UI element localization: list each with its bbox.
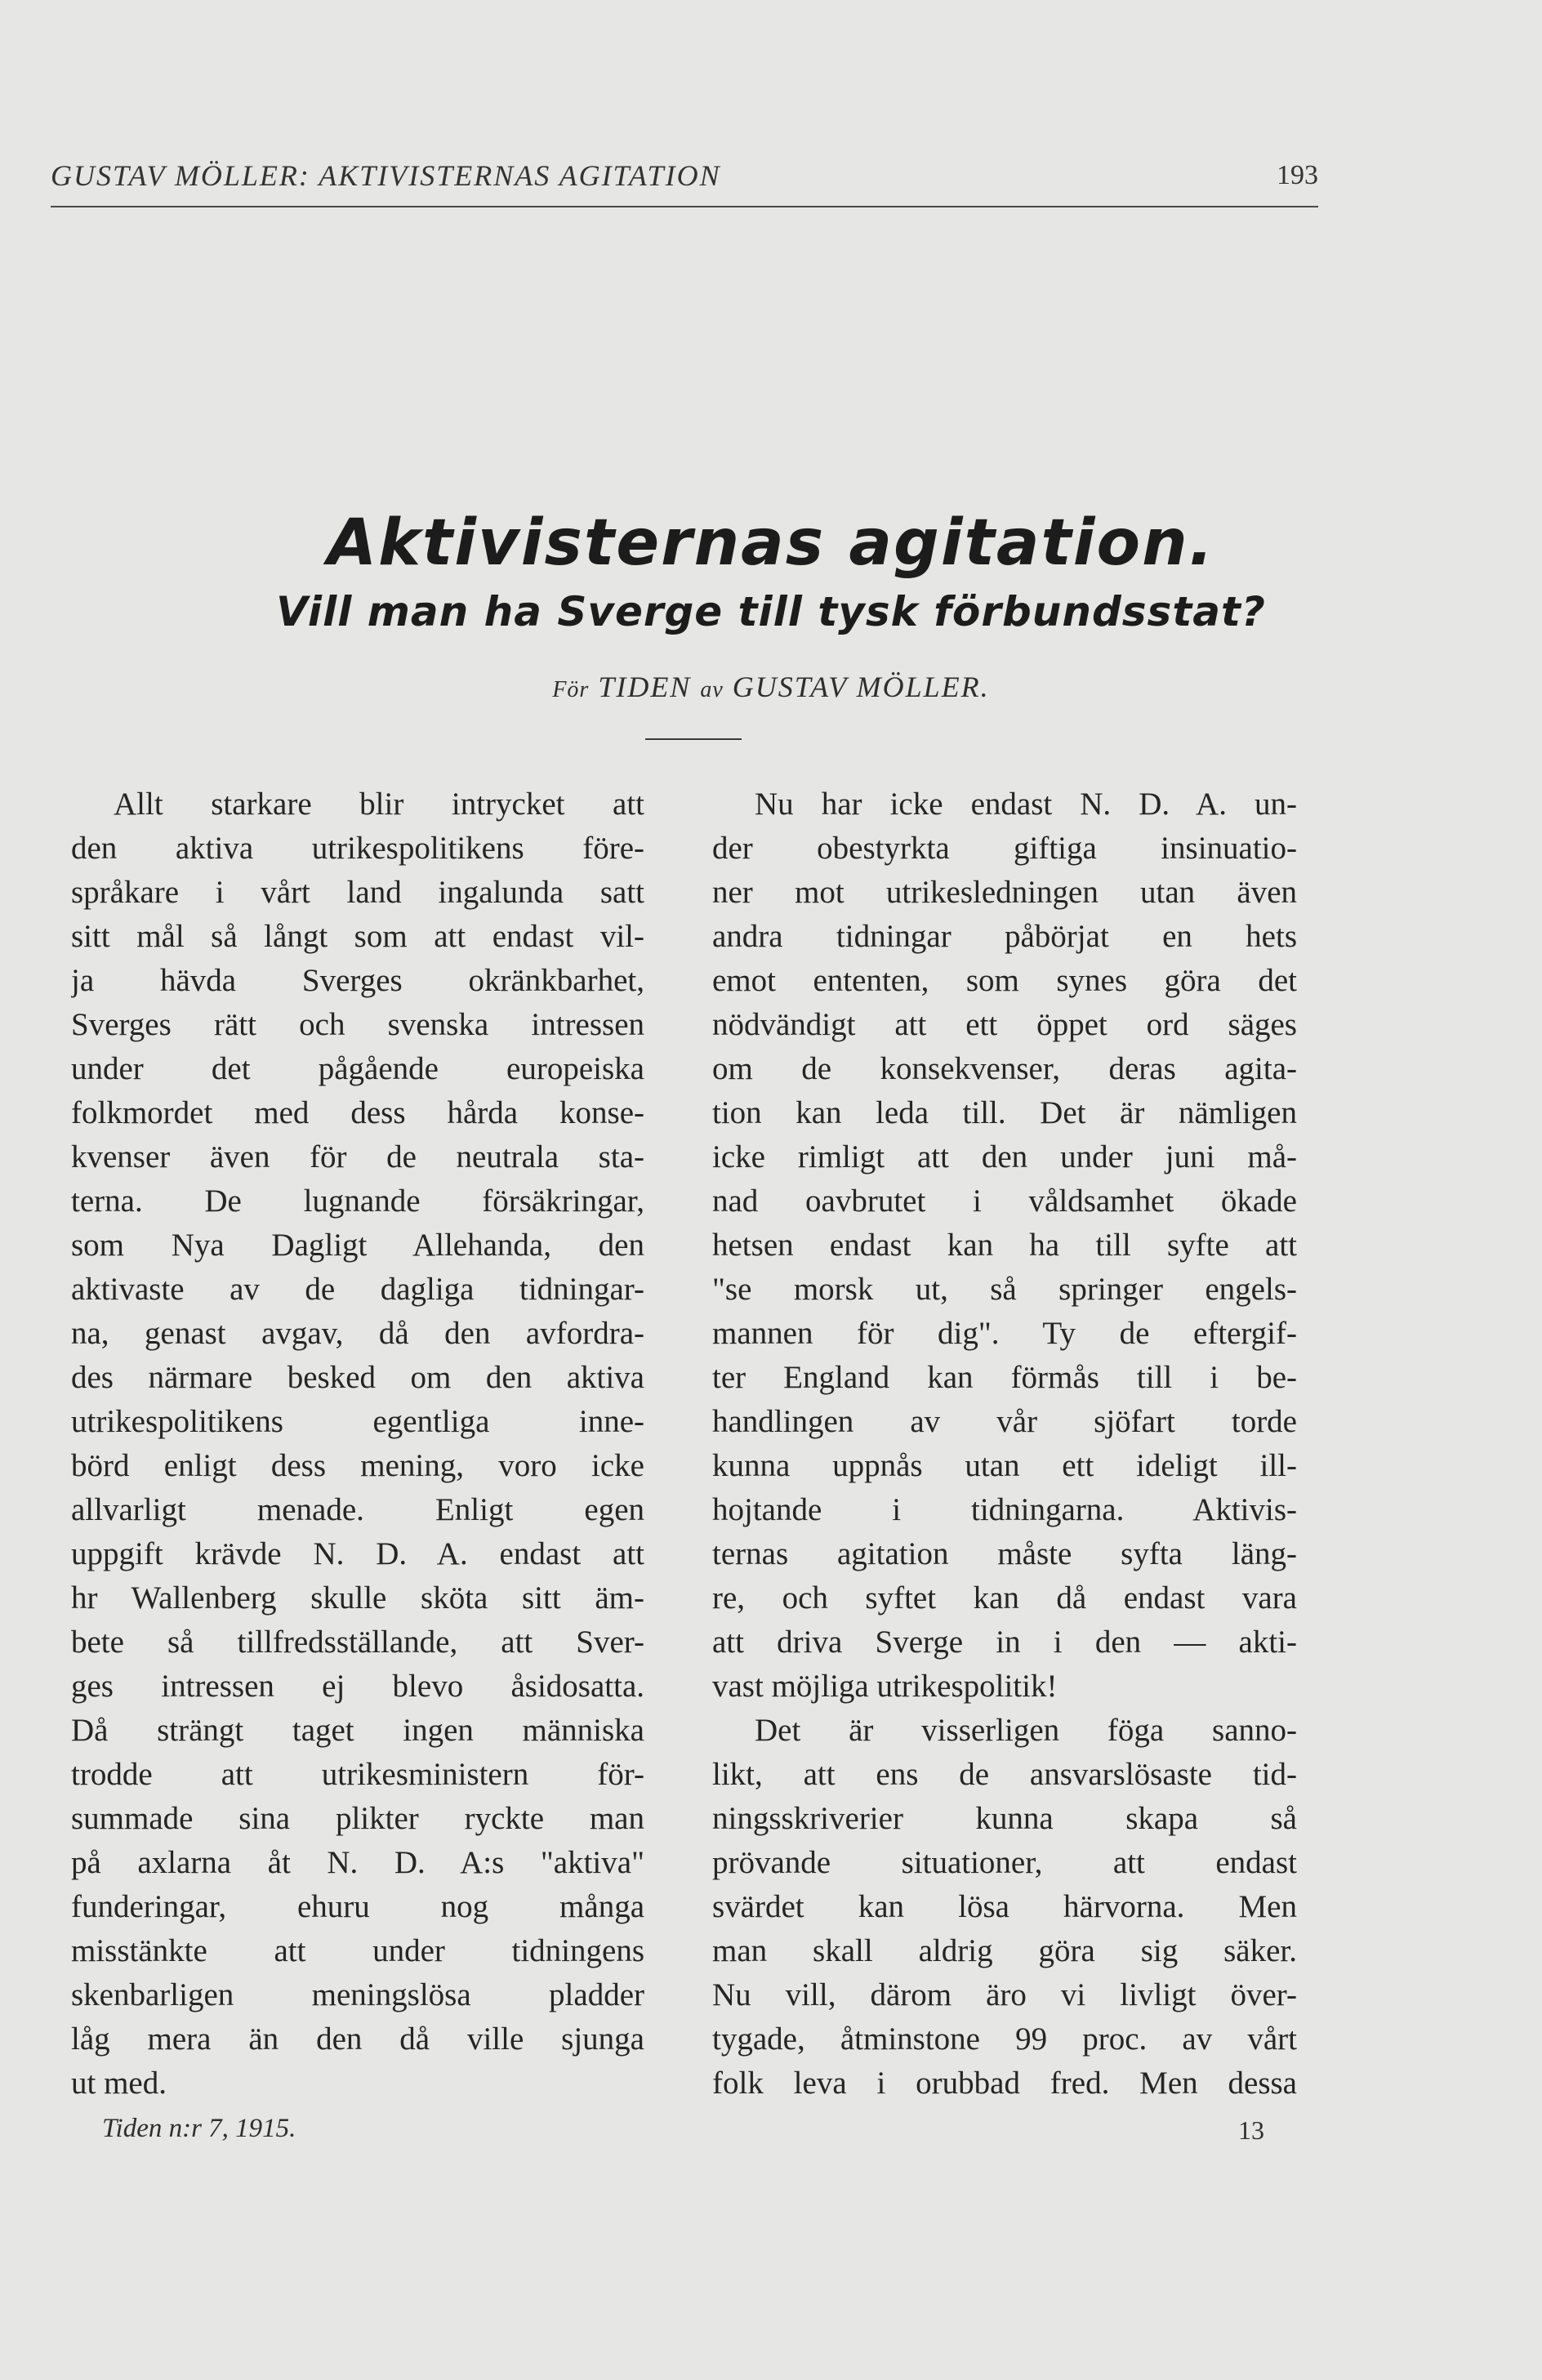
text-line: vast möjliga utrikespolitik!	[712, 1669, 1058, 1704]
text-line: låg mera än den då ville sjunga	[71, 2021, 644, 2057]
text-line: trodde att utrikesministern för-	[71, 1757, 644, 1792]
signature-mark: 13	[1238, 2115, 1264, 2145]
text-line: prövande situationer, att endast	[712, 1845, 1297, 1880]
text-line: folk leva i orubbad fred. Men dessa	[712, 2066, 1297, 2101]
text-line: tygade, åtminstone 99 proc. av vårt	[712, 2021, 1297, 2057]
text-line: likt, att ens de ansvarslösaste tid-	[712, 1757, 1297, 1792]
running-header	[51, 157, 1318, 207]
text-line: misstänkte att under tidningens	[71, 1933, 644, 1968]
text-line: Då strängt taget ingen människa	[71, 1713, 644, 1748]
text-line: emot ententen, som synes göra det	[712, 963, 1297, 998]
text-line: andra tidningar påbörjat en hets	[712, 919, 1297, 954]
running-title: GUSTAV MÖLLER: AKTIVISTERNAS AGITATION	[51, 159, 721, 192]
text-line: Nu har icke endast N. D. A. un-	[755, 787, 1297, 822]
text-line: börd enligt dess mening, voro icke	[71, 1448, 644, 1483]
text-line: ges intressen ej blevo åsidosatta.	[71, 1669, 644, 1704]
text-line: tion kan leda till. Det är nämligen	[712, 1095, 1297, 1130]
left-column	[71, 782, 644, 2106]
source-note: Tiden n:r 7, 1915.	[102, 2114, 296, 2143]
page-number: 193	[1277, 160, 1318, 190]
text-line: utrikespolitikens egentliga inne-	[71, 1404, 644, 1439]
text-line: funderingar, ehuru nog många	[71, 1889, 644, 1924]
text-line: ner mot utrikesledningen utan även	[712, 875, 1297, 910]
text-line: "se morsk ut, så springer engels-	[712, 1272, 1297, 1307]
text-line: under det pågående europeiska	[71, 1051, 644, 1086]
text-line: ja hävda Sverges okränkbarhet,	[71, 963, 644, 998]
article-title: Aktivisternas agitation.	[327, 506, 1215, 580]
text-line: re, och syftet kan då endast vara	[712, 1580, 1297, 1616]
byline-av: av	[700, 677, 724, 702]
text-line: des närmare besked om den aktiva	[71, 1360, 644, 1395]
text-line: om de konsekvenser, deras agita-	[712, 1051, 1297, 1086]
text-line: ternas agitation måste syfta läng-	[712, 1536, 1297, 1571]
text-line: hojtande i tidningarna. Aktivis-	[712, 1492, 1297, 1527]
text-line: na, genast avgav, då den avfordra-	[71, 1316, 644, 1351]
text-line: på axlarna åt N. D. A:s "aktiva"	[71, 1845, 644, 1880]
text-line: Sverges rätt och svenska intressen	[71, 1007, 644, 1042]
text-line: skenbarligen meningslösa pladder	[71, 1977, 644, 2012]
text-line: nödvändigt att ett öppet ord säges	[712, 1007, 1297, 1042]
byline-prefix: För	[552, 677, 590, 702]
text-line: folkmordet med dess hårda konse-	[71, 1095, 644, 1130]
text-line: språkare i vårt land ingalunda satt	[71, 875, 644, 910]
text-line: ut med.	[71, 2066, 167, 2101]
text-line: kunna uppnås utan ett ideligt ill-	[712, 1448, 1297, 1483]
text-line: ningsskriverier kunna skapa så	[712, 1801, 1297, 1836]
article-subtitle: Vill man ha Sverge till tysk förbundsstat?	[276, 588, 1266, 635]
text-line: Allt starkare blir intrycket att	[114, 787, 644, 822]
text-line: som Nya Dagligt Allehanda, den	[71, 1228, 644, 1263]
text-line: man skall aldrig göra sig säker.	[712, 1933, 1297, 1968]
text-line: sitt mål så långt som att endast vil-	[71, 919, 644, 954]
text-line: kvenser även för de neutrala sta-	[71, 1139, 644, 1174]
text-line: Det är visserligen föga sanno-	[755, 1713, 1297, 1748]
title-divider	[645, 738, 742, 740]
text-line: allvarligt menade. Enligt egen	[71, 1492, 644, 1527]
right-column	[712, 782, 1297, 2106]
text-line: handlingen av vår sjöfart torde	[712, 1404, 1297, 1439]
text-line: ter England kan förmås till i be-	[712, 1360, 1297, 1395]
byline-publication: TIDEN	[598, 671, 692, 703]
text-line: att driva Sverge in i den — akti-	[712, 1625, 1297, 1660]
text-line: icke rimligt att den under juni må-	[712, 1139, 1297, 1174]
text-line: terna. De lugnande försäkringar,	[71, 1183, 644, 1219]
text-line: svärdet kan lösa härvorna. Men	[712, 1889, 1297, 1924]
text-line: aktivaste av de dagliga tidningar-	[71, 1272, 644, 1307]
text-line: Nu vill, därom äro vi livligt över-	[712, 1977, 1297, 2012]
text-line: der obestyrkta giftiga insinuatio-	[712, 831, 1297, 866]
text-line: mannen för dig". Ty de eftergif-	[712, 1316, 1297, 1351]
text-line: hr Wallenberg skulle sköta sitt äm-	[71, 1580, 644, 1616]
text-line: nad oavbrutet i våldsamhet ökade	[712, 1183, 1297, 1219]
text-line: summade sina plikter ryckte man	[71, 1801, 644, 1836]
text-line: uppgift krävde N. D. A. endast att	[71, 1536, 644, 1571]
byline	[0, 670, 1542, 704]
text-line: hetsen endast kan ha till syfte att	[712, 1228, 1297, 1263]
text-line: bete så tillfredsställande, att Sver-	[71, 1625, 644, 1660]
text-line: den aktiva utrikespolitikens före-	[71, 831, 644, 866]
byline-author: GUSTAV MÖLLER.	[732, 671, 990, 703]
